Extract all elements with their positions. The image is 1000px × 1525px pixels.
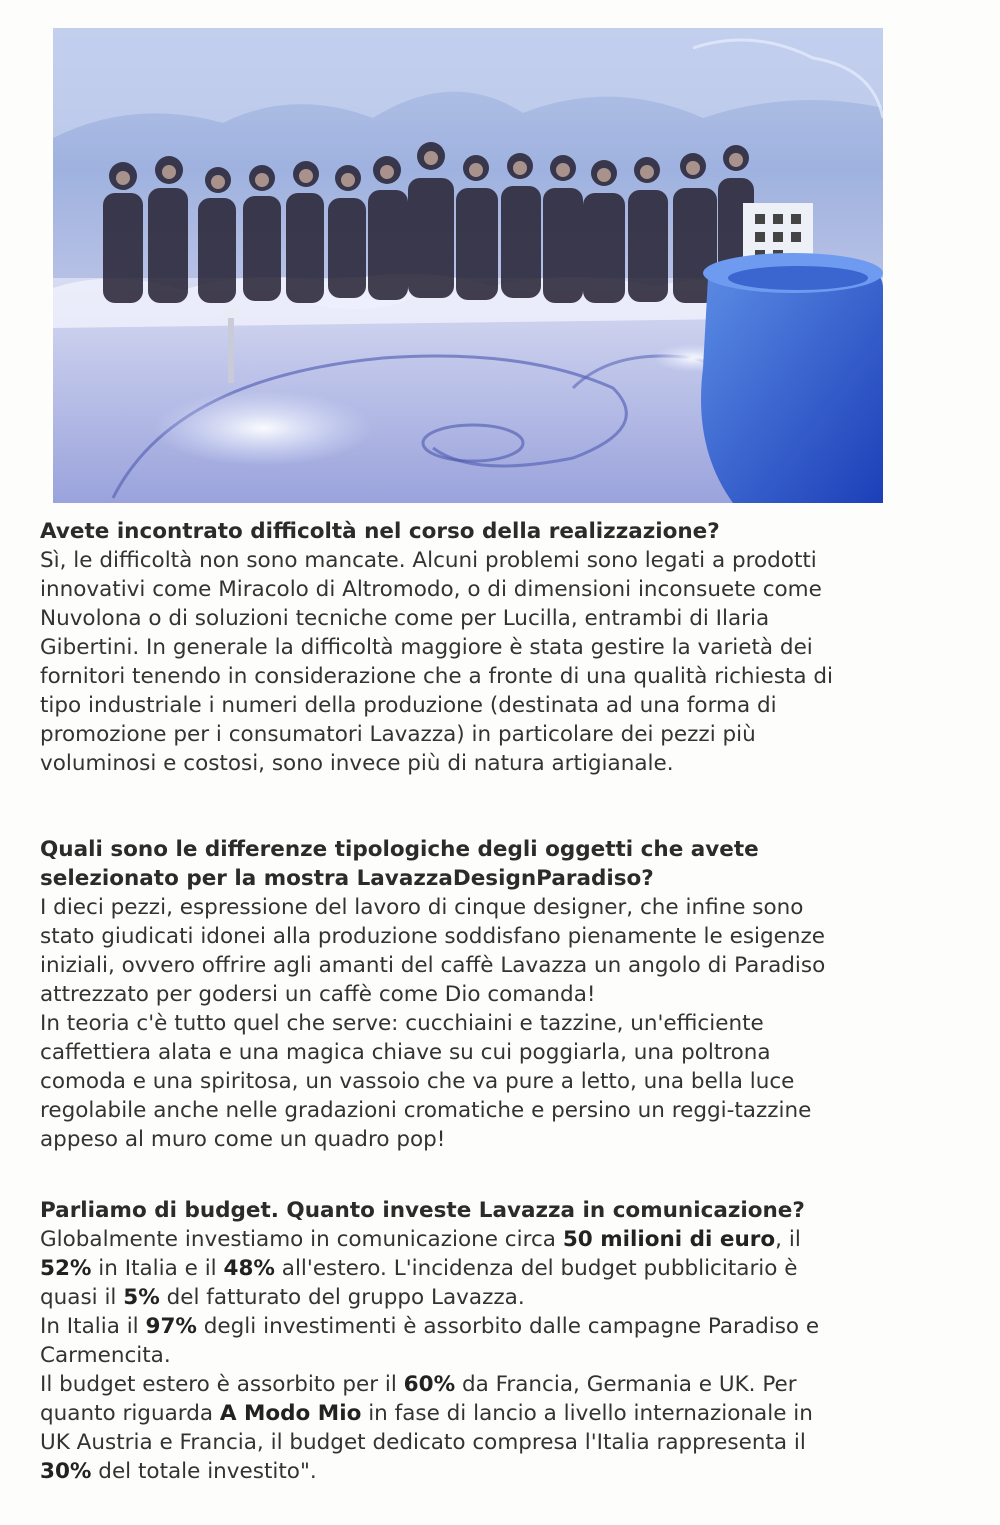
text-run: da Francia, Germania e UK. Per (455, 1372, 797, 1397)
bold-figure: 60% (403, 1372, 456, 1397)
answer-line: promozione per i consumatori Lavazza) in particolare dei pezzi più (40, 722, 756, 747)
answer-line (40, 1283, 960, 1312)
bold-figure: 5% (123, 1285, 160, 1310)
question-heading: Quali sono le differenze tipologiche degli oggetti che avete (40, 837, 759, 862)
answer-line: I dieci pezzi, espressione del lavoro di cinque designer, che infine sono (40, 895, 804, 920)
answer-line: caffettiera alata e una magica chiave su cui poggiarla, una poltrona (40, 1040, 771, 1065)
bold-figure: A Modo Mio (219, 1401, 362, 1426)
answer-line: Gibertini. In generale la difficoltà maggiore è stata gestire la varietà dei (40, 635, 813, 660)
question-heading: Avete incontrato difficoltà nel corso della realizzazione? (40, 519, 720, 544)
answer-line (40, 1370, 960, 1399)
text-run: quanto riguarda (40, 1401, 220, 1426)
bold-figure: 50 milioni di euro (562, 1227, 776, 1252)
section-difficulties (40, 517, 960, 778)
text-run: in Italia e il (91, 1256, 224, 1281)
text-run: degli investimenti è assorbito dalle campagne Paradiso e (196, 1314, 820, 1339)
answer-line: iniziali, ovvero offrire agli amanti del caffè Lavazza un angolo di Paradiso (40, 953, 826, 978)
event-photo-illustration (53, 28, 883, 503)
text-run: Il budget estero è assorbito per il (40, 1372, 404, 1397)
answer-line (40, 1225, 960, 1254)
section-budget (40, 1196, 960, 1486)
text-run: UK Austria e Francia, il budget dedicato compresa l'Italia rappresenta il (40, 1430, 806, 1455)
text-run: Globalmente investiamo in comunicazione circa (40, 1227, 563, 1252)
text-run: Carmencita. (40, 1343, 171, 1368)
answer-line: Nuvolona o di soluzioni tecniche come per Lucilla, entrambi di Ilaria (40, 606, 770, 631)
answer-line: fornitori tenendo in considerazione che a fronte di una qualità richiesta di (40, 664, 833, 689)
text-run: del fatturato del gruppo Lavazza. (159, 1285, 525, 1310)
section-typologies (40, 835, 960, 1154)
section-spacer (40, 778, 960, 835)
section-spacer (40, 1154, 960, 1196)
answer-line (40, 1312, 960, 1341)
text-run: del totale investito". (91, 1459, 317, 1484)
answer-line: stato giudicati idonei alla produzione soddisfano pienamente le esigenze (40, 924, 826, 949)
question-heading: selezionato per la mostra LavazzaDesignParadiso? (40, 866, 654, 891)
text-run: , il (775, 1227, 801, 1252)
answer-line: regolabile anche nelle gradazioni cromatiche e persino un reggi-tazzine (40, 1098, 812, 1123)
answer-line (40, 1428, 960, 1457)
bold-figure: 97% (145, 1314, 197, 1339)
answer-line (40, 1457, 960, 1486)
answer-line: comoda e una spiritosa, un vassoio che va pure a letto, una bella luce (40, 1069, 795, 1094)
text-run: In Italia il (40, 1314, 146, 1339)
interview-article (40, 517, 960, 1486)
answer-line: Sì, le difficoltà non sono mancate. Alcuni problemi sono legati a prodotti (40, 548, 817, 573)
answer-line: attrezzato per godersi un caffè come Dio comanda! (40, 982, 596, 1007)
answer-line: voluminosi e costosi, sono invece più di natura artigianale. (40, 751, 674, 776)
question-heading: Parliamo di budget. Quanto investe Lavazza in comunicazione? (40, 1198, 805, 1223)
bold-figure: 48% (223, 1256, 275, 1281)
text-run: all'estero. L'incidenza del budget pubblicitario è (274, 1256, 798, 1281)
answer-line: In teoria c'è tutto quel che serve: cucchiaini e tazzine, un'efficiente (40, 1011, 764, 1036)
answer-line: appeso al muro come un quadro pop! (40, 1127, 446, 1152)
answer-line (40, 1254, 960, 1283)
bold-figure: 52% (40, 1256, 92, 1281)
answer-line (40, 1341, 960, 1370)
text-run: in fase di lancio a livello internazionale in (361, 1401, 813, 1426)
answer-line (40, 1399, 960, 1428)
bold-figure: 30% (40, 1459, 92, 1484)
answer-line: tipo industriale i numeri della produzione (destinata ad una forma di (40, 693, 777, 718)
event-photo (53, 28, 883, 503)
text-run: quasi il (40, 1285, 124, 1310)
answer-line: innovativi come Miracolo di Altromodo, o di dimensioni inconsuete come (40, 577, 822, 602)
